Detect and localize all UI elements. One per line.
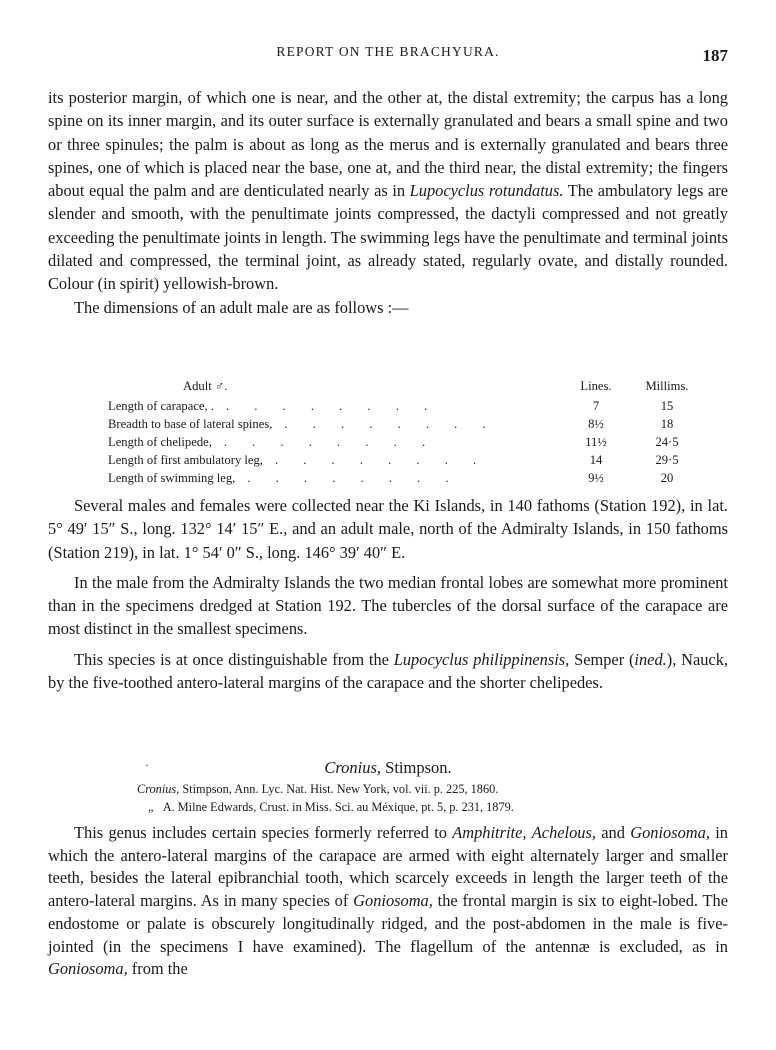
table-row [108, 415, 698, 433]
leader-dots: . . . . . . . . [274, 453, 488, 467]
row-millims: 29·5 [655, 453, 679, 467]
leader-dots: . . . . . . . . [247, 471, 460, 485]
ref1-genus: Cronius, [137, 782, 180, 796]
table-row [108, 397, 698, 415]
section-title [0, 758, 776, 778]
intro-species-italic: Lupocyclus rotundatus. [409, 181, 564, 201]
stray-mark: · [145, 758, 149, 772]
row-label: Length of first ambulatory leg, [108, 453, 263, 467]
table-lines-header: Lines. [580, 379, 612, 393]
genus-text-d: from the [127, 959, 188, 979]
row-lines: 7 [592, 399, 600, 413]
table-millims-header: Millims. [645, 379, 689, 393]
leader-dots: . . . . . . . . [284, 417, 497, 431]
species-paragraph [48, 648, 728, 695]
amphitrite-italic: Amphitrite, [452, 823, 527, 842]
table-label-header: Adult ♂. [183, 379, 228, 393]
dimensions-table [108, 377, 698, 487]
reference-1 [137, 782, 498, 797]
table-row [108, 451, 698, 469]
achelous-italic: Achelous, [531, 823, 596, 842]
goniosoma-italic-1: Goniosoma, [630, 823, 710, 842]
row-millims: 15 [660, 399, 674, 413]
row-millims: 18 [660, 417, 674, 431]
row-label: Length of swimming leg, [108, 471, 236, 485]
genus-description [48, 822, 728, 981]
row-label: Length of chelipede, [108, 435, 212, 449]
row-millims: 24·5 [655, 435, 679, 449]
row-lines: 14 [589, 453, 603, 467]
row-lines: 8½ [588, 417, 604, 431]
species-text-before: This species is at once distinguishable from the [74, 649, 394, 669]
body-text [48, 86, 728, 319]
collection-paragraph: Several males and females were collected near the Ki Islands, in 140 fathoms (Station 192), in lat. 5° 49′ 15″ S., long. 132° 14′ 15″ E., and an adult male, north of the Admiralty Islands, in 150 fathoms (Station 219), in lat. 1° 54′ 0″ S., long. 146° 39′ 40″ E. [48, 496, 728, 562]
ref1-text: Stimpson, Ann. Lyc. Nat. Hist. New York, vol. vii. p. 225, 1860. [179, 782, 499, 796]
dimensions-intro: The dimensions of an adult male are as follows :— [74, 297, 409, 317]
genus-text-b: in which the antero-lateral margins of the carapace are armed with eight alternately larger and smaller teeth, besides the lateral epibranchial tooth, which scarcely exceeds in length the larger teeth of the antero-lateral margins. As in many species of [48, 823, 728, 911]
species-text-mid: Semper ( [569, 649, 635, 669]
table-header-row [108, 377, 698, 395]
row-lines: 11½ [585, 435, 607, 449]
leader-dots: . . . . . . . . [225, 399, 439, 413]
body-text-continued [48, 494, 728, 694]
row-label: Length of carapace, . [108, 399, 214, 413]
ined-italic: ined. [634, 649, 667, 669]
goniosoma-italic-2: Goniosoma, [353, 891, 433, 911]
ref2-text: A. Milne Edwards, Crust. in Miss. Sci. au Méxique, pt. 5, p. 231, 1879. [162, 800, 514, 814]
intro-text-1: its posterior margin, of which one is near, and the other at, the distal extremity; the carpus has a long spine on its inner margin, and its outer surface is externally granulated and bears a small spine and two or three spinules; the palm is about as long as the merus and is externally granulated and bears three spines, one of which is placed near the base, one at, and the third near, the distal extremity; the fingers about equal the palm and are denticulated nearly as in [48, 88, 728, 201]
goniosoma-italic-3: Goniosoma, [48, 959, 128, 979]
genus-author: Stimpson. [381, 758, 452, 777]
genus-text-a: This genus includes certain species formerly referred to [74, 823, 453, 842]
row-lines: 9½ [588, 471, 604, 485]
genus-paragraph [48, 822, 728, 981]
running-title: REPORT ON THE BRACHYURA. [276, 44, 500, 59]
row-millims: 20 [660, 471, 674, 485]
reference-2 [148, 800, 514, 815]
genus-text-and: and [595, 823, 631, 842]
ditto-mark: „ [148, 800, 154, 814]
species-text-after: ), Nauck, by the five-toothed antero-lateral margins of the carapace and the shorter chelipedes. [48, 649, 728, 693]
intro-paragraph [48, 86, 728, 296]
male-paragraph: In the male from the Admiralty Islands the two median frontal lobes are somewhat more prominent than in the specimens dredged at Station 192. The tubercles of the dorsal surface of the carapace are most distinct in the smallest specimens. [48, 572, 728, 639]
page-number: 187 [702, 46, 728, 65]
table-row [108, 469, 698, 487]
species-italic: Lupocyclus philippinensis, [393, 649, 570, 669]
table-row [108, 433, 698, 451]
intro-text-2: The ambulatory legs are slender and smooth, with the penultimate joints compressed, the dactyli compressed and not greatly exceeding the penultimate joints in length. The swimming legs have the penultimate and terminal joints dilated and compressed, the terminal joint, as already stated, regularly ovate, and distally rounded. Colour (in spirit) yellowish-brown. [48, 181, 728, 294]
leader-dots: . . . . . . . . [223, 435, 437, 449]
row-label: Breadth to base of lateral spines, [108, 417, 273, 431]
genus-text-c: the frontal margin is six to eight-lobed. The endostome or palate is obscurely longitudinally ridged, and the post-abdomen in the male is five-jointed (in the specimens I have examined). The flagellum of the antennæ is excluded, as in [48, 891, 728, 956]
genus-name: Cronius, [324, 758, 382, 777]
